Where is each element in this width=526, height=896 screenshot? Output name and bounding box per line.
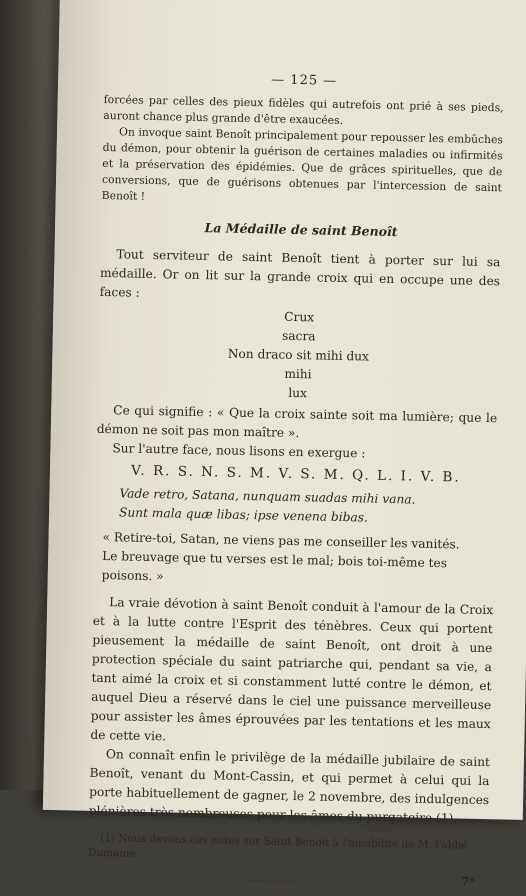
page-footer	[87, 867, 487, 895]
footnote: (1) Nous devons ces notes sur Saint Benoît à l'amabilité de M. l'abbé Dumaine.	[87, 832, 468, 860]
signature-mark: 7*	[460, 874, 476, 889]
quote-line: « Retire-toi, Satan, ne viens pas me conseiller les vanités.	[102, 530, 460, 552]
cross-line: Non draco sit mihi dux	[227, 346, 370, 364]
jubilee-paragraph: On connaît enfin le privilège de la médaille jubilaire de saint Benoît, venant du Mont-Cassin, et qui permet à celui qui la porte habituellement de gagner, le 2 novembre, des indulgences plénières très nombreuses pour les âmes du purgatoire (1).	[88, 747, 491, 826]
latin-verse: Vade retro, Satana, nunquam suadas mihi vana.	[119, 486, 416, 507]
latin-verse: Sunt mala quæ libas; ipse venena bibas.	[118, 505, 369, 525]
latin-verses	[95, 484, 496, 530]
cross-line: lux	[288, 385, 308, 401]
cross-line: sacra	[281, 328, 316, 344]
cross-line: Crux	[284, 309, 315, 325]
other-face-line: Sur l'autre face, nous lisons en exergue :	[112, 441, 366, 461]
intro-paragraph-2: On invoque saint Benoît principalement pour repousser les embûches du démon, pour obtenir la guérison de certaines maladies ou infirmités et la préservation des épidémies. Que de grâces spirituelles, que de conversions, que de guérisons obtenues par l'intercession de saint Benoît !	[101, 125, 504, 203]
devotion-paragraph: La vraie dévotion à saint Benoît conduit à l'amour de la Croix et à la lutte contre l'Esprit des ténèbres. Ceux qui portent pieusement la médaille de saint Benoît, ont droit à une protection spéciale du saint patriarche qui, pendant sa vie, a tant aimé la croix et si constamment lutté contre le démon, et auquel Dieu a réservé dans le ciel une puissance merveilleuse pour assister les âmes éprouvées par les tentations et les maux de cette vie.	[90, 595, 494, 744]
quote-line: Le breuvage que tu verses est le mal; bois toi-même tes poisons. »	[101, 549, 448, 584]
page-content	[87, 69, 504, 895]
cross-inscription	[97, 304, 499, 407]
page-number: — 125 —	[270, 72, 338, 89]
section-heading: La Médaille de saint Benoît	[204, 220, 398, 240]
footer-rule	[247, 880, 297, 882]
medal-paragraph: Tout serviteur de saint Benoît tient à porter sur lui sa médaille. Or on lit sur la grande croix qui en occupe une des faces :	[99, 247, 501, 300]
intro-paragraph-1: forcées par celles des pieux fidèles qui autrefois ont prié à ses pieds, auront chance plus grande d'être exaucées.	[103, 92, 504, 127]
cross-line: mihi	[284, 366, 312, 382]
french-quote	[102, 528, 495, 593]
medal-initials: V. R. S. N. S. M. V. S. M. Q. L. I. V. B.	[130, 462, 461, 486]
book-page	[43, 0, 526, 889]
meaning-paragraph: Ce qui signifie : « Que la croix sainte soit ma lumière; que le démon ne soit pas mon maître ».	[96, 403, 498, 441]
